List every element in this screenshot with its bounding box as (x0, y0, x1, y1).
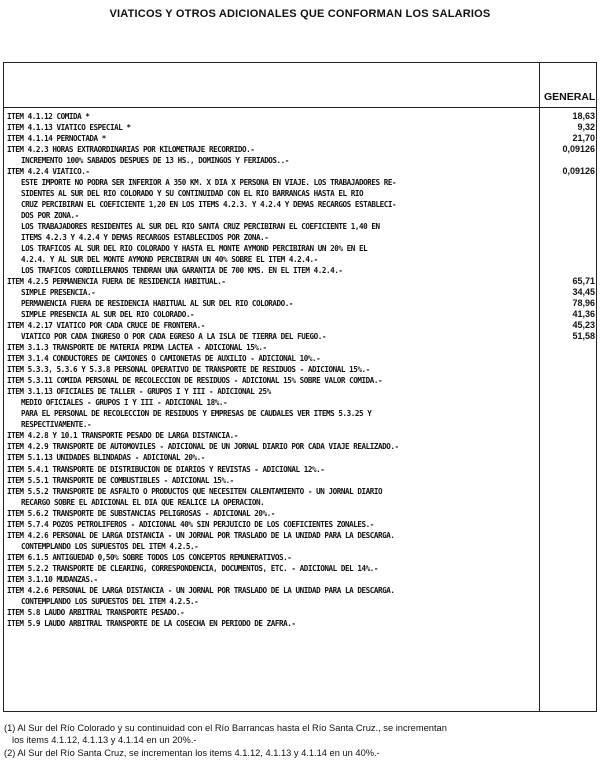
table-row (7, 375, 597, 386)
row-description: ITEM 5.5.1 TRANSPORTE DE COMBUSTIBLES - ADICIONAL 15%.- (7, 475, 234, 485)
table-row (7, 397, 597, 408)
table-row (7, 298, 597, 309)
table-row (7, 265, 597, 276)
row-value: 41,36 (572, 309, 595, 320)
row-description: ITEM 4.2.9 TRANSPORTE DE AUTOMOVILES - ADICIONAL DE UN JORNAL DIARIO POR CADA VIAJE REALIZADO.- (7, 442, 399, 452)
salary-table (3, 62, 597, 712)
table-row (7, 419, 597, 430)
row-description: MEDIO OFICIALES - GRUPOS I Y III - ADICIONAL 18%.- (21, 398, 228, 408)
table-row (7, 309, 597, 320)
row-description: DOS POR ZONA.- (21, 211, 79, 221)
table-row (7, 342, 597, 353)
row-description: ITEM 4.2.4 VIATICO.- (7, 167, 90, 177)
row-description: PERMANENCIA FUERA DE RESIDENCIA HABITUAL AL SUR DEL RIO COLORADO.- (21, 299, 294, 309)
row-description: LOS TRAFICOS AL SUR DEL RIO COLORADO Y HASTA EL MONTE AYMOND PERCIBIRAN UN 20% EN EL (21, 244, 368, 254)
row-description: ITEM 5.1.13 UNIDADES BLINDADAS - ADICIONAL 20%.- (7, 453, 205, 463)
table-row (7, 408, 597, 419)
table-row (7, 386, 597, 397)
table-row (7, 188, 597, 199)
table-row (7, 519, 597, 530)
table-row (7, 364, 597, 375)
table-row (7, 607, 597, 618)
table-row (7, 563, 597, 574)
row-description: ITEM 5.7.4 POZOS PETROLIFEROS - ADICIONAL 40% SIN PERJUICIO DE LOS COEFICIENTES ZONALES.- (7, 519, 374, 529)
table-row (7, 133, 597, 144)
table-row (7, 254, 597, 265)
table-row (7, 320, 597, 331)
table-row (7, 596, 597, 607)
row-description: ITEM 3.1.4 CONDUCTORES DE CAMIONES O CAMIONETAS DE AUXILIO - ADICIONAL 10%.- (7, 354, 321, 364)
table-row (7, 541, 597, 552)
row-description: ITEM 4.2.8 Y 10.1 TRANSPORTE PESADO DE LARGA DISTANCIA.- (7, 431, 238, 441)
row-description: LOS TRAFICOS CORDILLERANOS TENDRAN UNA GARANTIA DE 700 KMS. EN EL ITEM 4.2.4.- (21, 266, 343, 276)
row-value: 18,63 (572, 111, 595, 121)
table-row (7, 464, 597, 475)
row-description: PARA EL PERSONAL DE RECOLECCION DE RESIDUOS Y EMPRESAS DE CAUDALES VER ITEMS 5.3.25 Y (21, 409, 372, 419)
row-description: INCREMENTO 100% SABADOS DESPUES DE 13 HS., DOMINGOS Y FERIADOS..- (21, 156, 289, 166)
row-description: ITEM 4.2.3 HORAS EXTRAORDINARIAS POR KILOMETRAJE RECORRIDO.- (7, 145, 255, 155)
row-value: 21,70 (572, 133, 595, 144)
table-row (7, 221, 597, 232)
table-row (7, 475, 597, 486)
table-row (7, 166, 597, 177)
column-header-general: GENERAL (544, 91, 596, 103)
table-row (7, 111, 597, 122)
row-value: 45,23 (572, 320, 595, 331)
row-description: ITEM 5.8 LAUDO ARBITRAL TRANSPORTE PESADO.- (7, 607, 185, 617)
row-description: ITEM 4.2.6 PERSONAL DE LARGA DISTANCIA - UN JORNAL POR TRASLADO DE LA UNIDAD PARA LA DESCARGA. (7, 585, 395, 595)
row-description: ITEM 6.1.5 ANTIGUEDAD 0,50% SOBRE TODOS LOS CONCEPTOS REMUNERATIVOS.- (7, 552, 292, 562)
row-description: ITEM 4.2.17 VIATICO POR CADA CRUCE DE FRONTERA.- (7, 321, 205, 331)
table-row (7, 441, 597, 452)
table-row (7, 287, 597, 298)
table-row (7, 177, 597, 188)
table-row (7, 276, 597, 287)
table-row (7, 155, 597, 166)
row-description: CONTEMPLANDO LOS SUPUESTOS DEL ITEM 4.2.5.- (21, 596, 199, 606)
row-description: ITEM 5.9 LAUDO ARBITRAL TRANSPORTE DE LA COSECHA EN PERIODO DE ZAFRA.- (7, 618, 296, 628)
row-description: 4.2.4. Y AL SUR DEL MONTE AYMOND PERCIBIRAN UN 40% SOBRE EL ITEM 4.2.4.- (21, 255, 318, 265)
row-value: 9,32 (577, 122, 595, 133)
row-value: 78,96 (572, 298, 595, 309)
footnote-1-cont: los items 4.1.12, 4.1.13 y 4.1.14 en un 20%.- (12, 735, 197, 745)
footnote-1: (1) Al Sur del Río Colorado y su continuidad con el Río Barrancas hasta el Río Santa Cruz., se incrementan (4, 723, 447, 733)
table-row (7, 585, 597, 596)
row-description: ESTE IMPORTE NO PODRA SER INFERIOR A 350 KM. X DIA X PERSONA EN VIAJE. LOS TRABAJADORES RE- (21, 178, 397, 188)
row-description: ITEM 4.1.13 VIATICO ESPECIAL * (7, 123, 131, 133)
table-row (7, 144, 597, 155)
header-divider (4, 107, 596, 108)
row-description: SIMPLE PRESENCIA AL SUR DEL RIO COLORADO.- (21, 310, 195, 320)
table-row (7, 574, 597, 585)
row-description: ITEM 4.1.14 PERNOCTADA * (7, 134, 106, 144)
row-value: 0,09126 (562, 144, 595, 155)
row-description: ITEM 5.6.2 TRANSPORTE DE SUBSTANCIAS PELIGROSAS - ADICIONAL 20%.- (7, 508, 275, 518)
footnote-2: (2) Al Sur del Río Santa Cruz, se incrementan los items 4.1.12, 4.1.13 y 4.1.14 en un 40%.- (4, 748, 380, 758)
row-description: ITEM 5.3.11 COMIDA PERSONAL DE RECOLECCION DE RESIDUOS - ADICIONAL 15% SOBRE VALOR COMIDA.- (7, 376, 383, 386)
table-row (7, 530, 597, 541)
row-description: ITEM 3.1.3 TRANSPORTE DE MATERIA PRIMA LACTEA - ADICIONAL 15%.- (7, 343, 267, 353)
document-title: VIATICOS Y OTROS ADICIONALES QUE CONFORMAN LOS SALARIOS (109, 8, 491, 20)
table-row (7, 497, 597, 508)
table-row (7, 452, 597, 463)
row-description: SIDENTES AL SUR DEL RIO COLORADO Y SU CONTINUIDAD CON EL RIO BARRANCAS HASTA EL RIO (21, 189, 364, 199)
table-row (7, 552, 597, 563)
table-rows (7, 111, 597, 629)
row-description: ITEM 4.1.12 COMIDA * (7, 112, 90, 121)
table-row (7, 430, 597, 441)
table-row (7, 331, 597, 342)
row-description: RECARGO SOBRE EL ADICIONAL EL DIA QUE REALICE LA OPERACION. (21, 497, 265, 507)
table-row (7, 122, 597, 133)
row-description: ITEM 5.3.3, 5.3.6 Y 5.3.8 PERSONAL OPERATIVO DE TRANSPORTE DE RESIDUOS - ADICIONAL 15%.- (7, 365, 370, 375)
row-value: 51,58 (572, 331, 595, 342)
table-row (7, 618, 597, 629)
row-description: ITEMS 4.2.3 Y 4.2.4 Y DEMAS RECARGOS ESTABLECIDOS POR ZONA.- (21, 233, 269, 243)
table-row (7, 243, 597, 254)
table-row (7, 232, 597, 243)
table-row (7, 508, 597, 519)
row-description: SIMPLE PRESENCIA.- (21, 288, 96, 298)
table-row (7, 486, 597, 497)
table-row (7, 210, 597, 221)
row-description: VIATICO POR CADA INGRESO O POR CADA EGRESO A LA ISLA DE TIERRA DEL FUEGO.- (21, 332, 327, 342)
row-description: ITEM 4.2.5 PERMANENCIA FUERA DE RESIDENCIA HABITUAL.- (7, 277, 226, 287)
row-value: 0,09126 (562, 166, 595, 177)
table-row (7, 353, 597, 364)
row-value: 65,71 (572, 276, 595, 287)
row-description: ITEM 3.1.13 OFICIALES DE TALLER - GRUPOS I Y III - ADICIONAL 25% (7, 387, 271, 397)
table-row (7, 199, 597, 210)
row-description: ITEM 4.2.6 PERSONAL DE LARGA DISTANCIA - UN JORNAL POR TRASLADO DE LA UNIDAD PARA LA DESCARGA. (7, 530, 395, 540)
row-description: LOS TRABAJADORES RESIDENTES AL SUR DEL RIO SANTA CRUZ PERCIBIRAN EL COEFICIENTE 1,40 EN (21, 222, 380, 232)
row-description: ITEM 5.4.1 TRANSPORTE DE DISTRIBUCION DE DIARIOS Y REVISTAS - ADICIONAL 12%.- (7, 464, 325, 474)
row-description: RESPECTIVAMENTE.- (21, 420, 92, 430)
row-description: CONTEMPLANDO LOS SUPUESTOS DEL ITEM 4.2.5.- (21, 541, 199, 551)
row-description: ITEM 5.5.2 TRANSPORTE DE ASFALTO O PRODUCTOS QUE NECESITEN CALENTAMIENTO - UN JORNAL DIARIO (7, 486, 383, 496)
row-value: 34,45 (572, 287, 595, 298)
row-description: CRUZ PERCIBIRAN EL COEFICIENTE 1,20 EN LOS ITEMS 4.2.3. Y 4.2.4 Y DEMAS RECARGOS ESTABLECI- (21, 200, 397, 210)
row-description: ITEM 3.1.10 MUDANZAS.- (7, 574, 98, 584)
row-description: ITEM 5.2.2 TRANSPORTE DE CLEARING, CORRESPONDENCIA, DOCUMENTOS, ETC. - ADICIONAL DEL 14%.- (7, 563, 378, 573)
